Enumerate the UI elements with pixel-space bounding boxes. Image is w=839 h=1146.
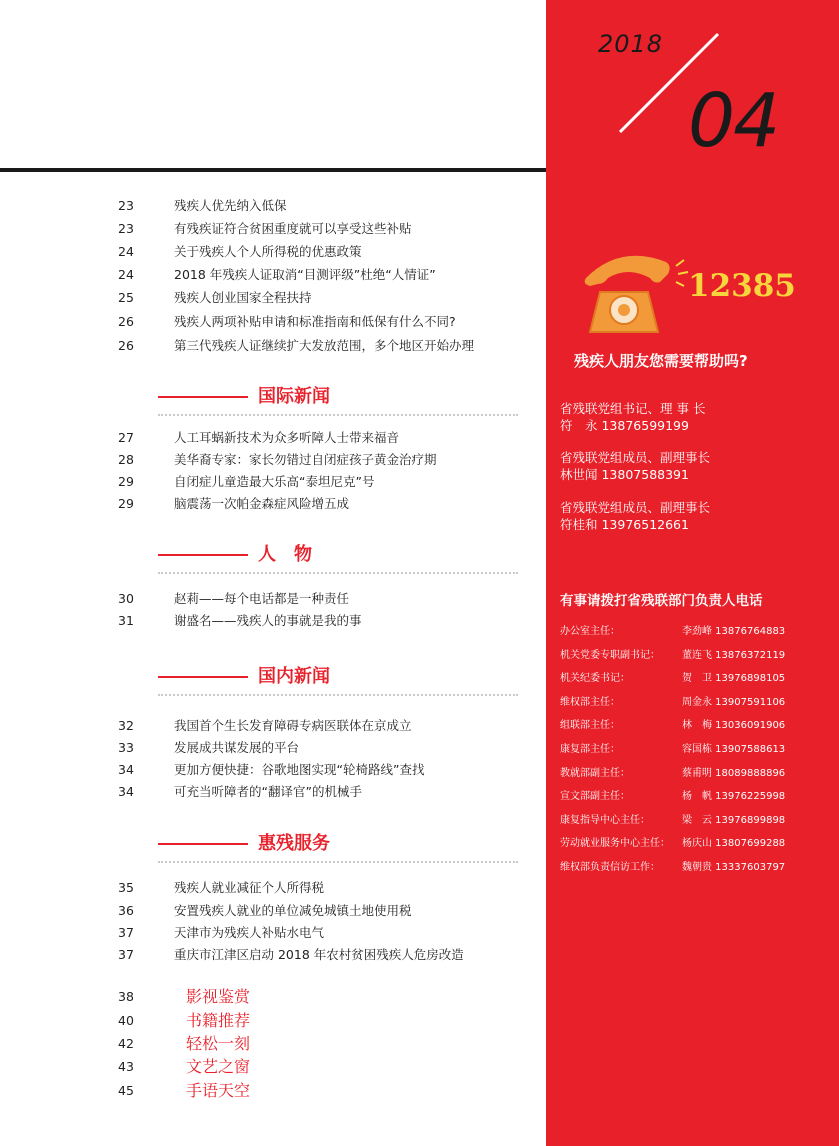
section-header-people <box>158 539 518 579</box>
feature-title: 手语天空 <box>186 1081 251 1100</box>
department-role: 康复部主任： <box>560 744 620 755</box>
toc-title: 美华裔专家：家长勿错过自闭症孩子黄金治疗期 <box>174 452 437 467</box>
toc-page-number: 35 <box>118 880 134 895</box>
department-row <box>560 858 830 878</box>
feature-page-number: 43 <box>118 1059 134 1074</box>
section-rule <box>158 396 248 398</box>
department-row <box>560 716 830 736</box>
feature-entry[interactable] <box>0 1079 546 1103</box>
toc-page-number: 27 <box>118 430 134 445</box>
toc-entry[interactable] <box>0 588 546 610</box>
issue-number: 04 <box>688 78 779 164</box>
toc-page-number: 32 <box>118 718 134 733</box>
section-header-domestic <box>158 661 518 701</box>
department-row <box>560 834 830 854</box>
feature-page-number: 45 <box>118 1083 134 1098</box>
toc-entry[interactable] <box>0 759 546 781</box>
toc-entry[interactable] <box>0 610 546 632</box>
department-person: 李劲峰 13876764883 <box>682 626 786 637</box>
contact-person: 林世闻 13807588391 <box>560 467 689 482</box>
toc-title: 安置残疾人就业的单位减免城镇土地使用税 <box>174 903 412 918</box>
toc-page-number: 31 <box>118 613 134 628</box>
toc-entry[interactable] <box>0 944 546 966</box>
toc-entry[interactable] <box>0 900 546 922</box>
toc-entry[interactable] <box>0 427 546 449</box>
toc-title: 可充当听障者的“翻译官”的机械手 <box>174 784 362 799</box>
toc-page-number: 28 <box>118 452 134 467</box>
toc-title: 重庆市江津区启动 2018 年农村贫困残疾人危房改造 <box>174 947 464 962</box>
department-role: 维权部主任： <box>560 697 620 708</box>
department-person: 容国栋 13907588613 <box>682 744 786 755</box>
hotline-number: 12385 <box>688 268 796 304</box>
department-person: 林 梅 13036091906 <box>682 720 786 731</box>
department-row <box>560 646 830 666</box>
toc-title: 关于残疾人个人所得税的优惠政策 <box>174 244 362 259</box>
section-rule <box>158 843 248 845</box>
department-row <box>560 787 830 807</box>
toc-entry[interactable] <box>0 737 546 759</box>
toc-page-number: 23 <box>118 198 134 213</box>
leader-contact <box>560 449 710 483</box>
toc-entry[interactable] <box>0 781 546 803</box>
dotted-divider <box>158 694 518 696</box>
department-person: 蔡甫明 18089888896 <box>682 768 786 779</box>
toc-page-number: 26 <box>118 338 134 353</box>
toc-page-number: 37 <box>118 925 134 940</box>
toc-title: 人工耳蜗新技术为众多听障人士带来福音 <box>174 430 400 445</box>
section-title: 国际新闻 <box>258 386 330 407</box>
toc-page-number: 37 <box>118 947 134 962</box>
toc-entry[interactable] <box>0 287 546 309</box>
toc-entry[interactable] <box>0 195 546 217</box>
toc-entry[interactable] <box>0 218 546 240</box>
toc-page-number: 34 <box>118 784 134 799</box>
department-person: 贺 卫 13976898105 <box>682 673 786 684</box>
department-row <box>560 764 830 784</box>
department-role: 机关纪委书记： <box>560 673 630 684</box>
department-person: 魏朝贵 13337603797 <box>682 862 786 873</box>
department-role: 组联部主任： <box>560 720 620 731</box>
department-role: 办公室主任： <box>560 626 620 637</box>
toc-page-number: 26 <box>118 314 134 329</box>
issue-year: 2018 <box>598 30 664 58</box>
feature-entry[interactable] <box>0 1032 546 1056</box>
toc-entry[interactable] <box>0 335 546 357</box>
dotted-divider <box>158 861 518 863</box>
department-role: 宣文部副主任： <box>560 791 630 802</box>
feature-entry[interactable] <box>0 985 546 1009</box>
toc-page-number: 30 <box>118 591 134 606</box>
section-title: 国内新闻 <box>258 666 330 687</box>
telephone-icon <box>580 248 690 338</box>
header-rule <box>0 168 546 172</box>
contact-person: 符桂和 13976512661 <box>560 517 689 532</box>
toc-title: 第三代残疾人证继续扩大发放范围，多个地区开始办理 <box>174 338 475 353</box>
dotted-divider <box>158 414 518 416</box>
toc-entry[interactable] <box>0 264 546 286</box>
department-person: 周金永 13907591106 <box>682 697 786 708</box>
toc-page-number: 29 <box>118 474 134 489</box>
department-role: 劳动就业服务中心主任： <box>560 838 670 849</box>
contact-person: 符 永 13876599199 <box>560 418 689 433</box>
section-title: 惠残服务 <box>258 833 330 854</box>
department-row <box>560 693 830 713</box>
department-role: 康复指导中心主任： <box>560 815 650 826</box>
toc-page-number: 29 <box>118 496 134 511</box>
feature-entry[interactable] <box>0 1009 546 1033</box>
toc-entry[interactable] <box>0 241 546 263</box>
toc-entry[interactable] <box>0 922 546 944</box>
department-person: 杨庆山 13807699288 <box>682 838 786 849</box>
toc-title: 我国首个生长发育障碍专病医联体在京成立 <box>174 718 412 733</box>
toc-entry[interactable] <box>0 311 546 333</box>
feature-title: 轻松一刻 <box>186 1034 251 1053</box>
toc-title: 谢盛名——残疾人的事就是我的事 <box>174 613 362 628</box>
toc-title: 残疾人优先纳入低保 <box>174 198 287 213</box>
department-row <box>560 669 830 689</box>
department-person: 杨 帆 13976225998 <box>682 791 786 802</box>
toc-title: 赵莉——每个电话都是一种责任 <box>174 591 350 606</box>
toc-title: 天津市为残疾人补贴水电气 <box>174 925 325 940</box>
feature-title: 影视鉴赏 <box>186 987 251 1006</box>
contact-role: 省残联党组成员、副理事长 <box>560 450 711 465</box>
toc-entry[interactable] <box>0 493 546 515</box>
department-role: 教就部副主任： <box>560 768 630 779</box>
toc-page-number: 24 <box>118 244 134 259</box>
toc-page-number: 23 <box>118 221 134 236</box>
leader-contact <box>560 499 710 533</box>
toc-title: 残疾人就业减征个人所得税 <box>174 880 325 895</box>
section-header-services <box>158 828 518 868</box>
toc-page-number: 34 <box>118 762 134 777</box>
department-row <box>560 622 830 642</box>
leader-contact <box>560 400 705 434</box>
dotted-divider <box>158 572 518 574</box>
toc-entry[interactable] <box>0 877 546 899</box>
feature-page-number: 40 <box>118 1013 134 1028</box>
section-title: 人 物 <box>258 544 312 565</box>
department-role: 机关党委专职副书记： <box>560 650 660 661</box>
feature-page-number: 38 <box>118 989 134 1004</box>
contact-role: 省残联党组成员、副理事长 <box>560 500 711 515</box>
department-row <box>560 740 830 760</box>
contact-role: 省残联党组书记、理 事 长 <box>560 401 706 416</box>
toc-page-number: 24 <box>118 267 134 282</box>
toc-title: 发展成共谋发展的平台 <box>174 740 300 755</box>
toc-title: 自闭症儿童造最大乐高“泰坦尼克”号 <box>174 474 375 489</box>
feature-title: 文艺之窗 <box>186 1057 251 1076</box>
toc-title: 脑震荡一次帕金森症风险增五成 <box>174 496 350 511</box>
right-panel <box>546 0 839 1146</box>
feature-entry[interactable] <box>0 1055 546 1079</box>
toc-title: 残疾人创业国家全程扶持 <box>174 290 312 305</box>
department-person: 董连飞 13876372119 <box>682 650 786 661</box>
toc-page-number: 25 <box>118 290 134 305</box>
departments-heading: 有事请拨打省残联部门负责人电话 <box>560 593 763 609</box>
section-rule <box>158 554 248 556</box>
toc-entry[interactable] <box>0 471 546 493</box>
department-person: 梁 云 13976899898 <box>682 815 786 826</box>
section-header-international <box>158 381 518 421</box>
section-rule <box>158 676 248 678</box>
toc-entry[interactable] <box>0 715 546 737</box>
department-row <box>560 811 830 831</box>
toc-page-number: 33 <box>118 740 134 755</box>
help-question: 残疾人朋友您需要帮助吗? <box>574 352 748 370</box>
feature-page-number: 42 <box>118 1036 134 1051</box>
feature-title: 书籍推荐 <box>186 1011 251 1030</box>
department-role: 维权部负责信访工作： <box>560 862 660 873</box>
toc-title: 2018 年残疾人证取消“目测评级”杜绝“人情证” <box>174 267 436 282</box>
toc-title: 更加方便快捷：谷歌地图实现“轮椅路线”查找 <box>174 762 425 777</box>
toc-entry[interactable] <box>0 449 546 471</box>
toc-title: 有残疾证符合贫困重度就可以享受这些补贴 <box>174 221 412 236</box>
toc-title: 残疾人两项补贴申请和标准指南和低保有什么不同? <box>174 314 456 329</box>
toc-page-number: 36 <box>118 903 134 918</box>
